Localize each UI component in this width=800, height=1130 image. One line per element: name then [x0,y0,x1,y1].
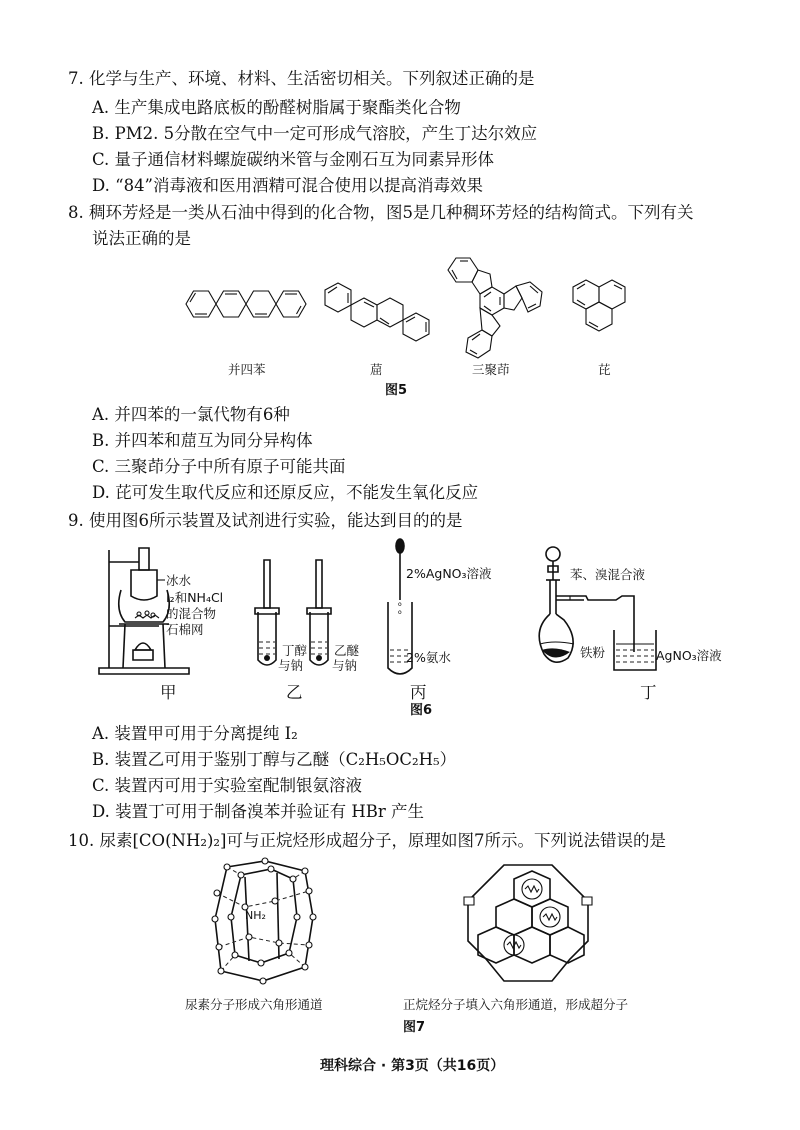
molecule-name-pyrene: 芘 [598,362,611,377]
q9-option-a: A. 装置甲可用于分离提纯 I₂ [92,724,298,743]
molecule-name-chrysene: 䓛 [370,362,383,377]
q7-option-a: A. 生产集成电路底板的酚醛树脂属于聚酯类化合物 [92,98,461,117]
label-mixture-cont: 的混合物 [166,606,217,621]
label-agno3-2pct: 2%AgNO₃溶液 [406,566,492,581]
q9-stem: 9. 使用图6所示装置及试剂进行实验，能达到目的的是 [68,511,463,530]
label-jia: 甲 [160,683,177,702]
pyrene-structure [568,278,630,336]
q8-option-c: C. 三聚茚分子中所有原子可能共面 [92,457,346,476]
molecule-name-tetracene: 并四苯 [228,362,266,377]
label-butanol: 丁醇 [282,643,308,658]
label-mixture: I₂和NH₄Cl [166,590,224,605]
label-agno3-solution: AgNO₃溶液 [656,648,722,663]
chrysene-structure [320,276,430,336]
label-asbestos: 石棉网 [166,622,204,637]
svg-text:o: o [398,601,402,608]
caption-superstructure: 正烷烃分子填入六角形通道，形成超分子 [403,997,629,1012]
q9-option-b: B. 装置乙可用于鉴别丁醇与乙醚（C₂H₅OC₂H₅） [92,750,457,769]
q9-option-c: C. 装置丙可用于实验室配制银氨溶液 [92,776,363,795]
q8-option-a: A. 并四苯的一氯代物有6种 [92,405,290,424]
q10-stem: 10. 尿素[CO(NH₂)₂]可与正烷烃形成超分子，原理如图7所示。下列说法错误的是 [68,831,666,850]
q7-option-c: C. 量子通信材料螺旋碳纳米管与金刚石互为同素异形体 [92,150,495,169]
q8-option-d: D. 芘可发生取代反应和还原反应，不能发生氧化反应 [92,483,479,502]
label-benzene-bromine: 苯、溴混合液 [570,567,646,582]
page-footer: 理科综合 · 第3页（共16页） [320,1058,505,1074]
label-iron-powder: 铁粉 [580,645,606,660]
label-ether: 乙醚 [334,643,360,658]
truxene-structure [432,252,552,362]
label-yi: 乙 [286,683,303,702]
label-ammonia: 2%氨水 [406,650,451,665]
q9-option-d: D. 装置丁可用于制备溴苯并验证有 HBr 产生 [92,802,425,821]
q7-stem: 7. 化学与生产、环境、材料、生活密切相关。下列叙述正确的是 [68,69,535,88]
q7-option-d: D. “84”消毒液和医用酒精可混合使用以提高消毒效果 [92,176,483,195]
label-ether-na: 与钠 [332,658,358,673]
q8-stem-cont: 说法正确的是 [92,229,191,248]
hexagonal-channel-diagram [462,857,594,991]
tetracene-structure [186,278,306,330]
label-ding: 丁 [640,683,657,702]
caption-urea-channel: 尿素分子形成六角形通道 [185,997,323,1012]
figure-7-caption: 图7 [403,1020,426,1035]
molecule-name-truxene: 三聚茚 [472,362,510,377]
label-bing: 丙 [410,683,427,702]
figure-5-caption: 图5 [385,383,408,398]
q8-option-b: B. 并四苯和䓛互为同分异构体 [92,431,313,450]
svg-text:o: o [398,609,402,616]
q7-option-b: B. PM2. 5分散在空气中一定可形成气溶胶，产生丁达尔效应 [92,124,538,143]
label-butanol-na: 与钠 [278,658,304,673]
urea-channel-diagram [205,857,325,992]
label-ice-water: 冰水 [166,573,192,588]
label-nh2: NH₂ [245,909,266,922]
q8-stem: 8. 稠环芳烃是一类从石油中得到的化合物，图5是几种稠环芳烃的结构简式。下列有关 [68,203,694,222]
figure-6-caption: 图6 [410,703,433,718]
